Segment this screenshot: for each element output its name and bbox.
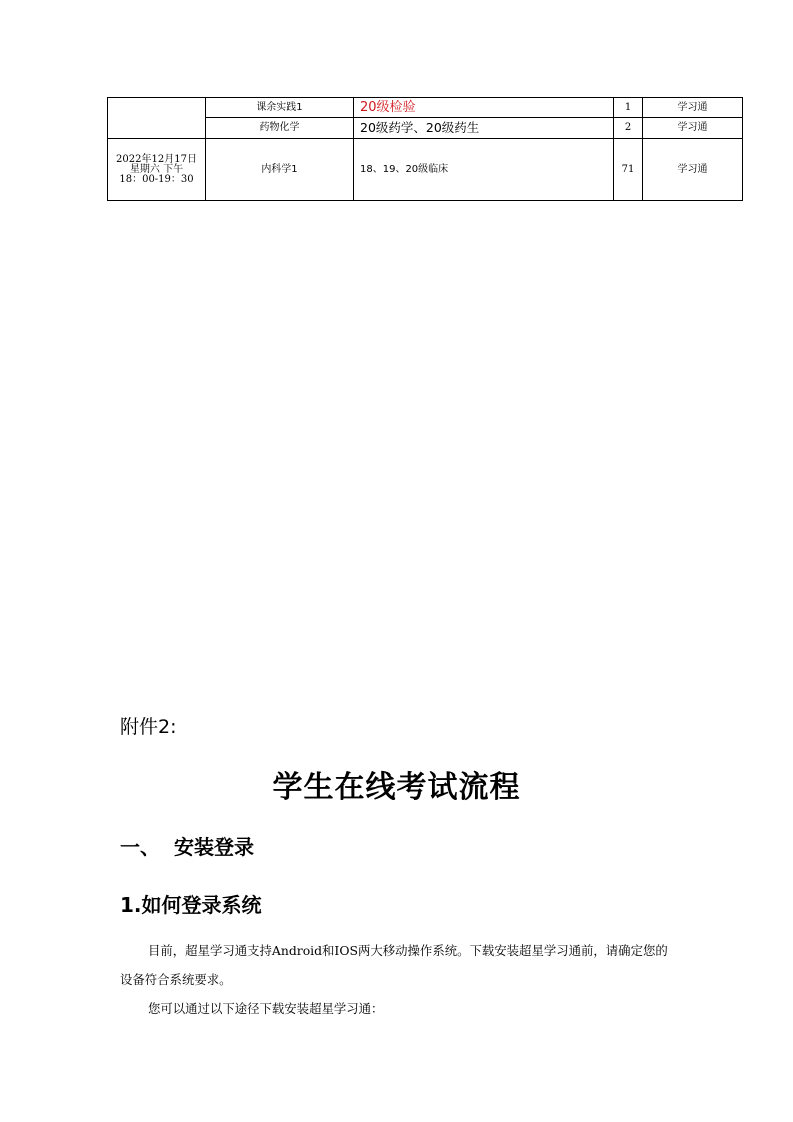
body-paragraph: 目前，超星学习通支持Android和IOS两大移动操作系统。下载安装超星学习通前，请确定您的设备符合系统要求。 (120, 943, 668, 987)
class-cell: 20级药学、20级药生 (354, 118, 614, 139)
count-cell: 1 (614, 98, 643, 118)
section-title: 安装登录 (174, 835, 254, 859)
subsection-heading: 1.如何登录系统 (120, 893, 262, 917)
class-cell: 20级检验 (354, 98, 614, 118)
weekday-line: 星期六 下午 (129, 163, 184, 175)
date-cell (108, 139, 206, 201)
annex-label: 附件2: (120, 716, 177, 738)
course-cell: 药物化学 (206, 118, 354, 139)
exam-schedule-table (107, 97, 743, 201)
course-cell: 课余实践1 (206, 98, 354, 118)
page-title: 学生在线考试流程 (272, 770, 521, 805)
body-paragraph: 您可以通过以下途径下载安装超星学习通： (148, 1001, 384, 1016)
empty-date-cell (108, 98, 206, 139)
date-line: 2022年12月17日 (116, 153, 197, 165)
time-line: 18：00-19：30 (119, 173, 194, 185)
count-cell: 71 (614, 139, 643, 201)
platform-cell: 学习通 (643, 118, 743, 139)
section-number: 一、 (120, 835, 160, 859)
count-cell: 2 (614, 118, 643, 139)
table-row (108, 139, 743, 201)
course-cell: 内科学1 (206, 139, 354, 201)
table-row (108, 98, 743, 118)
section-heading (120, 831, 254, 860)
platform-cell: 学习通 (643, 139, 743, 201)
platform-cell: 学习通 (643, 98, 743, 118)
class-cell: 18、19、20级临床 (354, 139, 614, 201)
